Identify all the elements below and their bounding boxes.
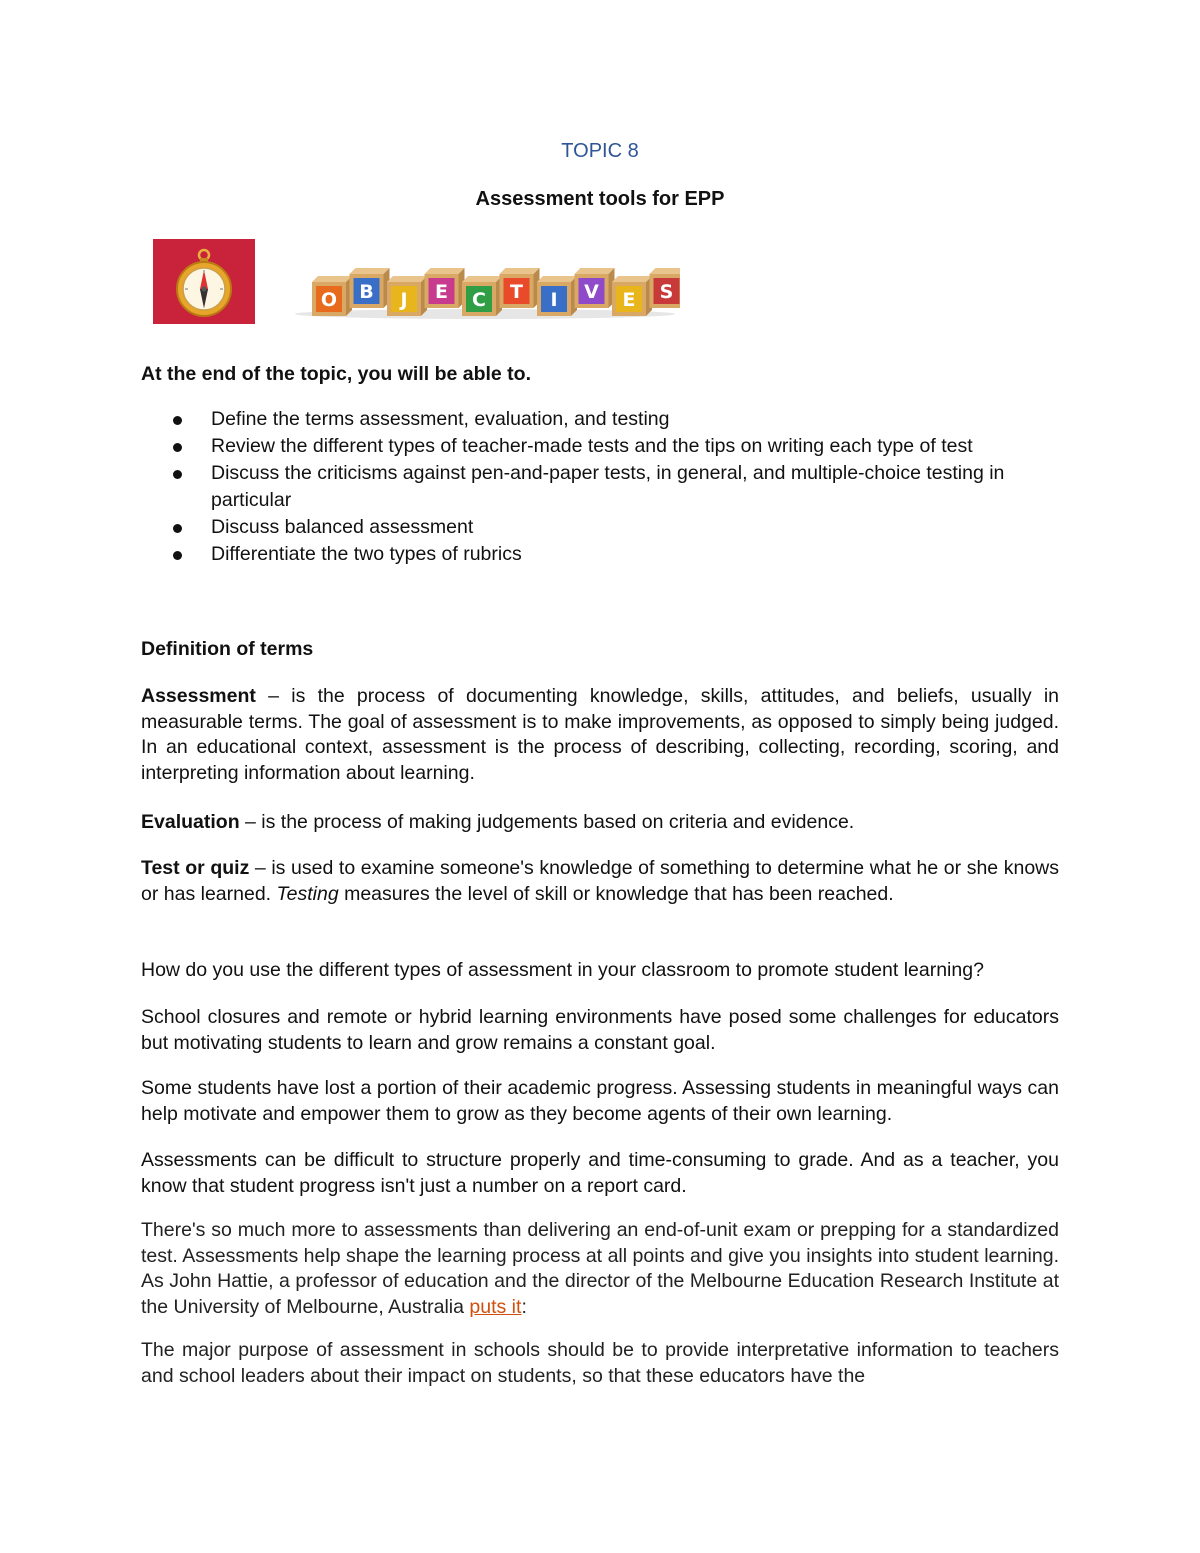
block-letter: V: [584, 281, 599, 303]
definitions-heading: Definition of terms: [141, 638, 314, 660]
letter-block: [350, 268, 390, 308]
assessment-definition: [141, 684, 1059, 786]
paragraph-text: There's so much more to assessments than delivering an end-of-unit exam or prepping for a standardized test. Assessments help shape the learning process at all points and give you insights into student learning. As John Hattie, a professor of education and the director of the Melbourne Education Research Institute at the University of Melbourne, Australia: [141, 1219, 1059, 1318]
block-letter: O: [320, 289, 338, 311]
list-item: [141, 433, 1071, 460]
topic-subtitle: Assessment tools for EPP: [475, 188, 725, 210]
paragraph-text: :: [521, 1295, 527, 1318]
letter-block: [387, 276, 427, 316]
list-item: [141, 406, 1071, 433]
test-text-2: measures the level of skill or knowledge that has been reached.: [338, 882, 894, 905]
body-paragraph: How do you use the different types of assessment in your classroom to promote student learning?: [141, 959, 984, 981]
list-item: [141, 460, 1071, 514]
objective-text: Review the different types of teacher-made tests and the tips on writing each type of test: [211, 435, 973, 457]
compass-icon: [153, 239, 255, 324]
objective-text: Discuss the criticisms against pen-and-paper tests, in general, and multiple-choice testing in particular: [211, 462, 1005, 511]
evaluation-definition: [141, 810, 1059, 836]
bullet-icon: [173, 416, 182, 425]
letter-block: [462, 276, 502, 316]
objectives-blocks-image: [290, 264, 680, 320]
objective-text: Discuss balanced assessment: [211, 516, 474, 538]
block-letter: I: [550, 289, 558, 311]
block-letter: S: [659, 281, 674, 303]
objective-text: Differentiate the two types of rubrics: [211, 543, 522, 565]
topic-title: TOPIC 8: [561, 140, 639, 162]
bullet-icon: [173, 551, 182, 560]
body-paragraph: School closures and remote or hybrid learning environments have posed some challenges for educators but motivating students to learn and grow remains a constant goal.: [141, 1006, 1059, 1054]
body-paragraph: [141, 1218, 1059, 1320]
assessment-text: – is the process of documenting knowledge, skills, attitudes, and beliefs, usually in measurable terms. The goal of assessment is to make improvements, as opposed to simply being judged. In an educational context, assessment is the process of describing, collecting, recording, scoring, and interpreting information about learning.: [141, 685, 1059, 784]
bullet-icon: [173, 524, 182, 533]
bullet-icon: [173, 443, 182, 452]
list-item: [141, 514, 1071, 541]
block-letter: E: [622, 289, 636, 311]
test-text-1: – is used to examine someone's knowledge of something to determine what he or she knows or has learned.: [141, 857, 1059, 905]
letter-block: [650, 268, 681, 308]
term-evaluation: Evaluation: [141, 811, 240, 833]
objectives-intro: At the end of the topic, you will be able to.: [141, 363, 532, 385]
block-letter: T: [510, 281, 523, 303]
block-letter: B: [359, 281, 374, 303]
letter-blocks-icon: [290, 264, 680, 320]
letter-block: [537, 276, 577, 316]
test-italic: Testing: [276, 882, 339, 905]
test-definition: [141, 856, 1059, 907]
body-paragraph: Some students have lost a portion of their academic progress. Assessing students in meaningful ways can help motivate and empower them to grow as they become agents of their own learning.: [141, 1077, 1059, 1125]
objectives-list: [141, 406, 1071, 568]
block-letter: C: [472, 289, 486, 311]
letter-block: [500, 268, 540, 308]
letter-block: [575, 268, 615, 308]
term-assessment: Assessment: [141, 685, 256, 707]
evaluation-text: – is the process of making judgements based on criteria and evidence.: [239, 811, 855, 833]
compass-image: [153, 239, 255, 324]
bullet-icon: [173, 470, 182, 479]
block-letter: E: [435, 281, 448, 303]
objective-text: Define the terms assessment, evaluation, and testing: [211, 408, 670, 430]
term-test: Test or quiz: [141, 857, 250, 879]
puts-it-link[interactable]: puts it: [469, 1295, 522, 1318]
body-paragraph: Assessments can be difficult to structure properly and time-consuming to grade. And as a teacher, you know that student progress isn't just a number on a report card.: [141, 1149, 1059, 1197]
block-letter: J: [400, 289, 408, 311]
letter-block: [425, 268, 465, 308]
list-item: [141, 541, 1071, 568]
letter-block: [612, 276, 652, 316]
body-paragraph: The major purpose of assessment in schools should be to provide interpretative information to teachers and school leaders about their impact on students, so that these educators have the: [141, 1339, 1059, 1387]
letter-block: [312, 276, 352, 316]
